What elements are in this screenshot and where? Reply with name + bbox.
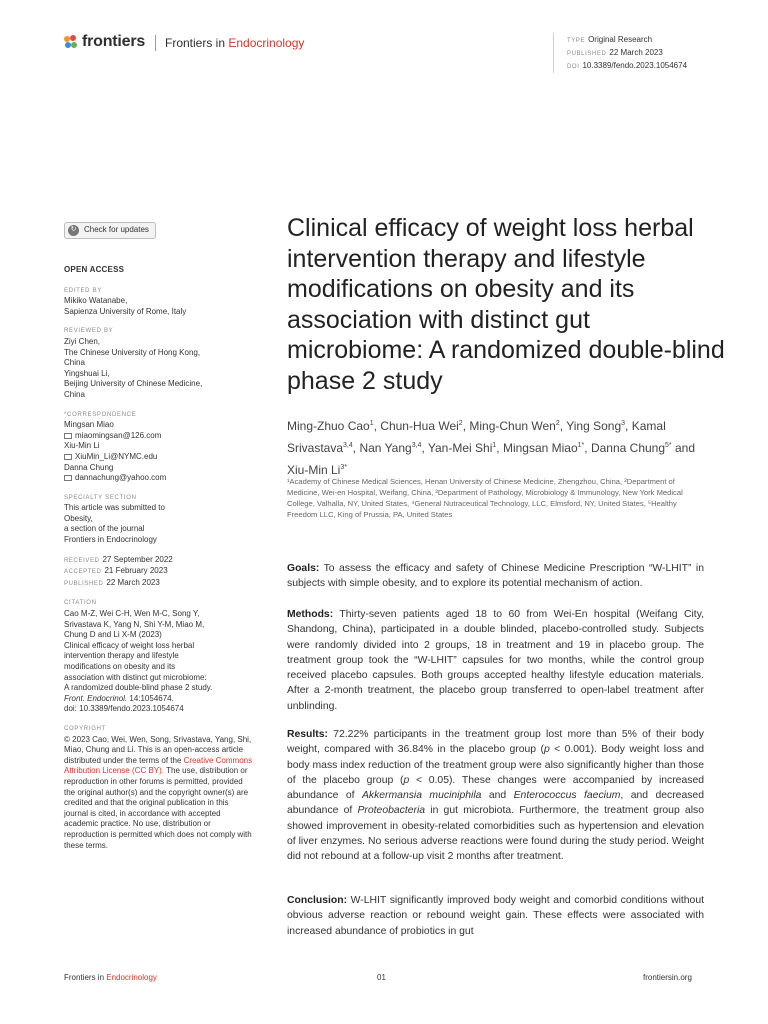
received-value: 27 September 2022 [102, 554, 173, 564]
results-text: in gut microbiota. Furthermore, the treatment group also showed improvement in obesity-related comorbidities such as hypertension and elevation of liver enzymes. No serious adverse reactions were found during the study period. Weight did not rebound at a follow-up visit 2 months after treatment. [287, 805, 704, 863]
author-affiliation-marker: 5* [665, 442, 672, 449]
author-affiliation-marker: 3 [621, 420, 626, 427]
author-name[interactable]: Mingsan Miao [502, 441, 578, 455]
brand-name: frontiers [82, 33, 146, 50]
author-affiliation-marker: 2 [458, 420, 463, 427]
author-separator: , [373, 419, 381, 433]
methods-label: Methods: [287, 609, 334, 620]
footer-journal[interactable] [64, 973, 157, 982]
sidebar [64, 222, 254, 851]
abstract-goals [287, 561, 704, 592]
copyright-label: COPYRIGHT [64, 725, 106, 732]
frontiers-logo-icon [64, 35, 78, 49]
published-date-sidebar [64, 578, 254, 590]
email-link[interactable]: miaomingsan@126.com [75, 430, 162, 440]
specialty-line: a section of the journal [64, 524, 145, 534]
results-text: 72.22% participants in the treatment group lost more than 5% of their body weight, compared with 36.84% in the placebo group ( [287, 729, 704, 756]
cc-license-link[interactable]: Creative Commons Attribution License (CC BY). [64, 755, 253, 776]
results-label: Results: [287, 729, 328, 740]
accepted-date [64, 566, 254, 578]
author-separator: , [462, 419, 470, 433]
citation-line: Cao M-Z, Wei C-H, Wen M-C, Song Y, [64, 609, 200, 619]
email-link[interactable]: XiuMin_Li@NYMC.edu [75, 451, 158, 461]
author-separator: , [421, 441, 428, 455]
page-number: 01 [377, 973, 386, 982]
reviewer-line: Ziyi Chen, [64, 336, 101, 346]
citation-line: intervention therapy and lifestyle [64, 651, 179, 661]
author-separator: and [671, 441, 695, 455]
methods-text: Thirty-seven patients aged 18 to 60 from Wei-En hospital (Weifang City, Shandong, China), participated in a double blinded, placebo-controlled study. Subjects were randomly divided into 2 groups, 18 in treatment and 19 in placebo group. The treatment group took the “W-LHIT” capsules for two months, while the control group received placebo capsules. Both groups accepted healthy lifestyle education materials. After a 2-month treatment, the placebo group transferred to open-label treatment after unblinding. [287, 609, 704, 712]
check-for-updates-button[interactable] [64, 222, 156, 239]
p-symbol: p [403, 774, 410, 786]
frontiers-logo[interactable] [64, 33, 145, 51]
author-name[interactable]: Ming-Zhuo Cao [287, 419, 370, 433]
author-list [287, 414, 707, 480]
reviewed-by-label: REVIEWED BY [64, 328, 114, 335]
type-label: TYPE [567, 38, 586, 44]
abstract-results [287, 727, 704, 865]
affiliations: ¹Academy of Chinese Medical Sciences, Henan University of Chinese Medicine, Zhengzhou, China, ²Department of Medicine, Wei-en Hospital, Weifang, China, ³Department of Pathology, Microbiology & Immunology, New York Medical College, Valhalla, NY, United States, ⁴General Nutraceutical Technology, LLC, Elmsford, NY, United States, ⁵Healthy Freedom LLC, King of Prussia, PA, United States [287, 477, 683, 519]
email-link[interactable]: dannachung@yahoo.com [75, 473, 167, 483]
header-divider [155, 35, 156, 51]
author-separator: , [625, 419, 632, 433]
mail-icon [64, 454, 72, 460]
specialty-label: SPECIALTY SECTION [64, 494, 137, 501]
corr-name: Mingsan Miao [64, 420, 114, 430]
specialty-line: Frontiers in Endocrinology [64, 535, 157, 545]
author-affiliation-marker: 1* [577, 442, 585, 449]
author-name[interactable]: Ming-Chun Wen [469, 419, 556, 433]
conclusion-label: Conclusion: [287, 895, 348, 906]
dates [64, 555, 254, 590]
citation-doi[interactable]: doi: 10.3389/fendo.2023.1054674 [64, 704, 184, 714]
results-text: and [481, 790, 514, 802]
specialty-line: This article was submitted to [64, 503, 165, 513]
author-name[interactable]: Yan-Mei Shi [427, 441, 493, 455]
species-name: Proteobacteria [357, 805, 426, 817]
reviewer-line: Yingshuai Li, [64, 368, 110, 378]
copyright-post: The use, distribution or reproduction in other forums is permitted, provided the original author(s) and the copyright owner(s) are credited and that the original publication in this journal is cited, in accordance with accepted academic practice. No use, distribution or reproduction is permitted which does not comply with these terms. [64, 766, 252, 850]
reviewer-line: China [64, 358, 85, 368]
author-name[interactable]: Xiu-Min Li [287, 463, 341, 477]
author-affiliation-marker: 3,4 [411, 442, 422, 449]
author-affiliation-marker: 2 [555, 420, 560, 427]
citation-line: modifications on obesity and its [64, 662, 176, 671]
check-updates-label: Check for updates [84, 225, 149, 235]
specialty-line: Obesity, [64, 513, 93, 523]
footer-site-link[interactable]: frontiersin.org [643, 973, 692, 982]
citation-journal-line [64, 694, 254, 705]
author-separator: , [584, 441, 591, 455]
journal-prefix: Frontiers in [165, 36, 229, 50]
author-affiliation-marker: 1 [369, 420, 374, 427]
results-text: < 0.001). Body weight loss and body mass index reduction of the treatment group were also significantly higher than those of the placebo group ( [287, 744, 705, 786]
footer-journal-name: Endocrinology [106, 973, 157, 982]
citation-line: Chung D and Li X-M (2023) [64, 630, 162, 640]
copyright-text [64, 735, 254, 852]
accepted-label: ACCEPTED [64, 569, 102, 576]
received-date [64, 555, 254, 567]
goals-label: Goals: [287, 563, 320, 574]
meta-divider [553, 33, 554, 73]
author-separator: , [496, 441, 503, 455]
update-icon: ↻ [68, 225, 79, 236]
citation-line: A randomized double-blind phase 2 study. [64, 683, 213, 693]
edited-by-label: EDITED BY [64, 287, 102, 294]
author-name[interactable]: Danna Chung [590, 441, 666, 455]
doi[interactable] [567, 60, 687, 73]
copyright-pre: © 2023 Cao, Wei, Wen, Song, Srivastava, Yang, Shi, Miao, Chung and Li. This is an open-access article distributed under the terms of the [64, 734, 252, 765]
abstract-conclusion [287, 893, 704, 939]
received-label: RECEIVED [64, 557, 100, 564]
p-symbol: p [543, 744, 550, 756]
citation-journal: Front. Endocrinol. [64, 693, 128, 703]
published-label: PUBLISHED [567, 51, 607, 57]
results-text: < 0.05). These changes were accompanied by increased abundance of [287, 774, 704, 802]
citation-volume: 14:1054674. [127, 693, 174, 703]
reviewer-line: Beijing University of Chinese Medicine, [64, 379, 203, 389]
open-access-label: OPEN ACCESS [64, 265, 125, 274]
footer-journal-prefix: Frontiers in [64, 973, 107, 982]
mail-icon [64, 433, 72, 439]
citation-line: Clinical efficacy of weight loss herbal [64, 640, 195, 650]
reviewer-line: China [64, 389, 85, 399]
author-affiliation-marker: 1 [492, 442, 497, 449]
editor-name: Mikiko Watanabe, [64, 296, 128, 306]
journal-name[interactable] [165, 36, 304, 50]
corr-email[interactable] [64, 431, 254, 442]
author-separator: , [352, 441, 360, 455]
article-type [567, 34, 652, 47]
doi-value[interactable]: 10.3389/fendo.2023.1054674 [582, 61, 688, 70]
author-name[interactable]: Nan Yang [359, 441, 412, 455]
citation-line: Srivastava K, Yang N, Shi Y-M, Miao M, [64, 619, 205, 629]
author-name[interactable]: Chun-Hua Wei [380, 419, 459, 433]
reviewer-line: The Chinese University of Hong Kong, [64, 347, 201, 357]
correspondence-label: *CORRESPONDENCE [64, 411, 137, 418]
species-name: Enterococcus faecium [513, 790, 621, 802]
corr-name: Danna Chung [64, 462, 114, 472]
published-label-sidebar: PUBLISHED [64, 580, 104, 587]
type-value: Original Research [588, 35, 653, 44]
article-title: Clinical efficacy of weight loss herbal intervention therapy and lifestyle modifications on obesity and its association with distinct gut microbiome: A randomized double-blind phase 2 study [287, 214, 725, 395]
author-affiliation-marker: 3* [340, 464, 347, 471]
conclusion-text: W-LHIT significantly improved body weight and comorbid conditions without obvious adverse reaction or rebound weight gain. These effects were associated with increased abundance of probiotics in gut [287, 895, 704, 937]
citation-label: CITATION [64, 600, 97, 607]
goals-text: To assess the efficacy and safety of Chinese Medicine Prescription “W-LHIT” in subjects with simple obesity, and to explore its potential mechanism of action. [287, 563, 704, 590]
corr-email[interactable] [64, 473, 254, 484]
doi-label: DOI [567, 64, 580, 70]
accepted-value: 21 February 2023 [104, 566, 168, 576]
published-date [567, 47, 663, 60]
editor-affiliation: Sapienza University of Rome, Italy [64, 306, 187, 316]
author-name[interactable]: Kamal Srivastava [287, 419, 666, 455]
published-value-sidebar: 22 March 2023 [106, 577, 160, 587]
citation-line: association with distinct gut microbiome: [64, 672, 207, 682]
author-separator: , [559, 419, 567, 433]
species-name: Akkermansia muciniphila [361, 790, 482, 802]
author-affiliation-marker: 3,4 [343, 442, 353, 449]
published-value: 22 March 2023 [609, 48, 663, 57]
journal-title: Endocrinology [228, 36, 305, 50]
mail-icon [64, 475, 72, 481]
results-text: , and decreased abundance of [287, 790, 704, 817]
corr-email[interactable] [64, 452, 254, 463]
author-name[interactable]: Ying Song [566, 419, 622, 433]
abstract-methods [287, 607, 704, 714]
corr-name: Xiu-Min Li [64, 441, 100, 451]
